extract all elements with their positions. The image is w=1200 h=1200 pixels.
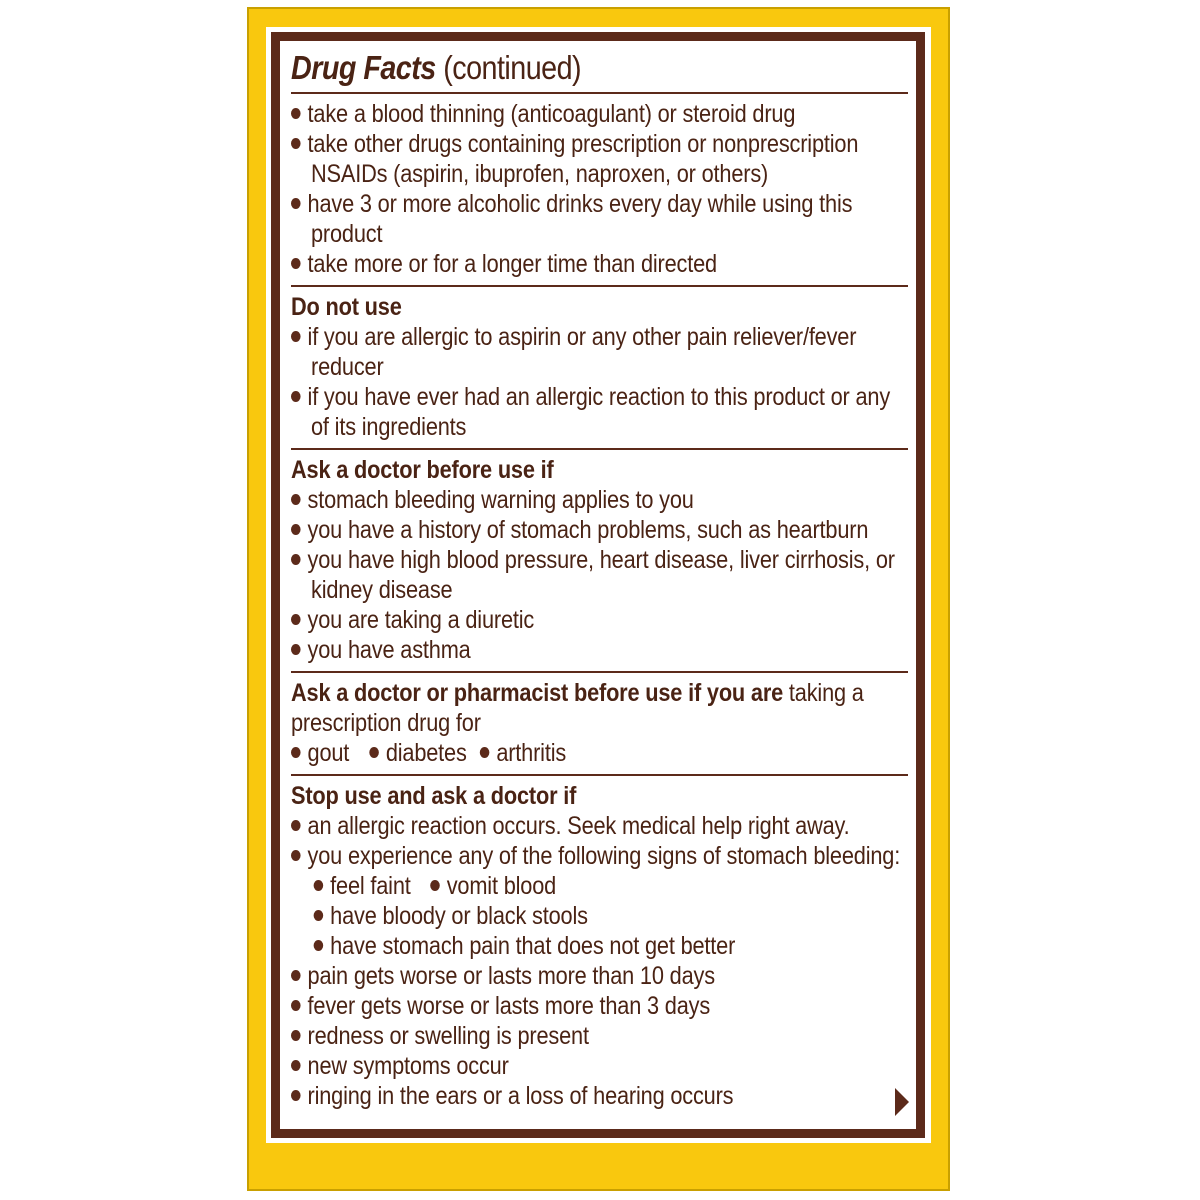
- inline-list: [291, 738, 828, 768]
- sub-item: vomit blood: [430, 871, 556, 901]
- ask-doctor-section: [291, 450, 908, 665]
- list-item: you are taking a diuretic: [291, 605, 828, 635]
- sub-inline-list: [291, 871, 828, 901]
- list-item: you have high blood pressure, heart disease, liver cirrhosis, or: [291, 545, 828, 575]
- list-item: have 3 or more alcoholic drinks every day while using this: [291, 189, 828, 219]
- sub-item: have stomach pain that does not get better: [291, 931, 828, 961]
- heading-rest: taking a: [783, 679, 864, 707]
- list-item: pain gets worse or lasts more than 10 days: [291, 961, 828, 991]
- section-heading: Do not use: [291, 293, 402, 321]
- inline-item: diabetes: [369, 738, 479, 768]
- list-item: new symptoms occur: [291, 1051, 828, 1081]
- list-item: take a blood thinning (anticoagulant) or steroid drug: [291, 99, 828, 129]
- inline-item: arthritis: [480, 738, 566, 768]
- ask-pharmacist-section: [291, 673, 908, 768]
- list-item: take more or for a longer time than directed: [291, 249, 828, 279]
- title-bold: Drug Facts: [291, 49, 436, 86]
- list-item: you have asthma: [291, 635, 828, 665]
- sub-item: have bloody or black stools: [291, 901, 828, 931]
- list-item: ringing in the ears or a loss of hearing occurs: [291, 1081, 828, 1111]
- list-item-continued: reducer: [311, 353, 384, 381]
- drug-facts-title: [291, 44, 828, 92]
- warnings-continued-section: [291, 94, 908, 279]
- list-item-continued: NSAIDs (aspirin, ibuprofen, naproxen, or others): [311, 160, 769, 188]
- pharmacist-line-2: prescription drug for: [291, 709, 481, 737]
- list-item: if you have ever had an allergic reaction to this product or any: [291, 382, 828, 412]
- list-item: if you are allergic to aspirin or any other pain reliever/fever: [291, 322, 828, 352]
- list-item: fever gets worse or lasts more than 3 days: [291, 991, 828, 1021]
- list-item: you have a history of stomach problems, such as heartburn: [291, 515, 828, 545]
- list-item-continued: kidney disease: [311, 576, 453, 604]
- list-item-continued: product: [311, 220, 383, 248]
- arrow-right-icon: [895, 1088, 909, 1116]
- section-heading: Ask a doctor before use if: [291, 456, 554, 484]
- list-item: redness or swelling is present: [291, 1021, 828, 1051]
- list-item: take other drugs containing prescription or nonprescription: [291, 129, 828, 159]
- section-heading: Ask a doctor or pharmacist before use if you are: [291, 679, 784, 707]
- do-not-use-section: [291, 287, 908, 442]
- sub-item: feel faint: [314, 871, 431, 901]
- drug-facts-content: [291, 44, 908, 1111]
- pharmacist-line: [291, 678, 864, 708]
- list-item: you experience any of the following signs of stomach bleeding:: [291, 841, 828, 871]
- list-item: stomach bleeding warning applies to you: [291, 485, 828, 515]
- stop-use-section: [291, 776, 908, 1111]
- title-continued: (continued): [435, 49, 582, 86]
- list-item: an allergic reaction occurs. Seek medical help right away.: [291, 811, 828, 841]
- list-item-continued: of its ingredients: [311, 413, 467, 441]
- section-heading: Stop use and ask a doctor if: [291, 782, 577, 810]
- inline-item: gout: [291, 738, 369, 768]
